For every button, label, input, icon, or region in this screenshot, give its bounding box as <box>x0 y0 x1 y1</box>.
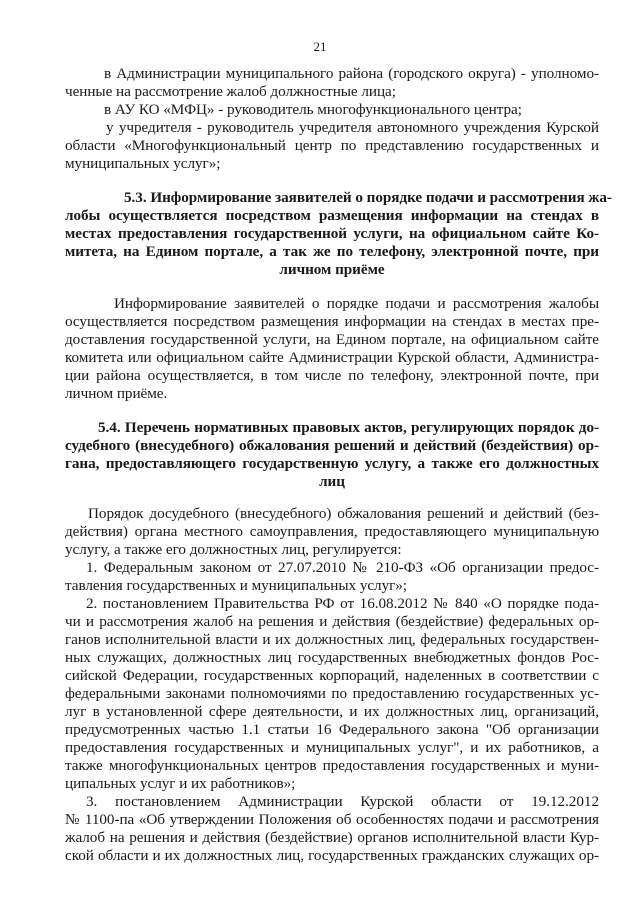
list-item-line: также многофункциональных центров предоставления государственных и муни- <box>65 757 599 774</box>
list-item-line: чи и рассмотрения жалоб на решения и действия (бездействие) федеральных ор- <box>65 613 599 630</box>
list-item-line: тавления государственных и муниципальных услуг»; <box>65 577 408 594</box>
text-line: муниципальных услуг»; <box>65 155 221 172</box>
text-line: услугу, а также его должностных лиц, регулируется: <box>65 541 402 558</box>
list-item-line: 1. Федеральным законом от 27.07.2010 № 210-ФЗ «Об организации предос- <box>86 559 599 576</box>
text-line: у учредителя - руководитель учредителя автономного учреждения Курской <box>106 119 599 136</box>
list-item-line: ципальных услуг и их работников»; <box>65 775 296 792</box>
section-heading-line: местах предоставления государственной услуги, на официальном сайте Ко- <box>65 225 599 242</box>
list-item-line: ных служащих, должностных лиц государственных внебюджетных фондов Рос- <box>65 649 599 666</box>
list-item-line: 3. постановлением Администрации Курской области от 19.12.2012 <box>86 793 599 810</box>
list-item-line: 2. постановлением Правительства РФ от 16.08.2012 № 840 «О порядке пода- <box>86 595 599 612</box>
text-line: комитета или официальном сайте Администрации Курской области, Администра- <box>65 349 599 366</box>
section-heading-line: личном приёме <box>279 261 385 278</box>
text-line: ченные на рассмотрение жалоб должностные лица; <box>65 83 396 100</box>
list-item-line: ганов исполнительной власти и их должностных лиц, федеральных государствен- <box>65 631 599 648</box>
text-line: личном приёме. <box>65 385 168 402</box>
list-item-line: луг в установленной сфере деятельности, и их должностных лиц, организаций, <box>65 703 599 720</box>
text-line: в Администрации муниципального района (городского округа) - уполномо- <box>104 65 599 82</box>
text-line: действия) органа местного самоуправления, предоставляющего муниципальную <box>65 523 599 540</box>
section-heading-line: 5.4. Перечень нормативных правовых актов, регулирующих порядок до- <box>98 419 599 436</box>
section-heading-line: лиц <box>319 473 345 490</box>
section-heading-line: 5.3. Информирование заявителей о порядке подачи и рассмотрения жа- <box>124 189 612 206</box>
list-item-line: жалоб на решения и действия (бездействие) органов исполнительной власти Кур- <box>65 829 599 846</box>
text-line: ции района осуществляется, в том числе по телефону, электронной почте, при <box>65 367 599 384</box>
text-line: доставления государственной услуги, на Едином портале, на официальном сайте <box>65 331 599 348</box>
text-line: области «Многофункциональный центр по представлению государственных и <box>65 137 599 154</box>
page-number: 21 <box>313 39 327 54</box>
list-item-line: предоставления государственных и муниципальных услуг", и их работников, а <box>65 739 599 756</box>
section-heading-line: гана, предоставляющего государственную услугу, а также его должностных <box>65 455 599 472</box>
text-line: в АУ КО «МФЦ» - руководитель многофункционального центра; <box>104 101 522 118</box>
section-heading-line: судебного (внесудебного) обжалования решений и действий (бездействия) ор- <box>65 437 599 454</box>
text-line: Порядок досудебного (внесудебного) обжалования решений и действий (без- <box>88 505 599 522</box>
section-heading-line: лобы осуществляется посредством размещения информации на стендах в <box>65 207 599 224</box>
list-item-line: федеральными законами полномочиями по предоставлению государственных ус- <box>65 685 599 702</box>
list-item-line: ской области и их должностных лиц, государственных гражданских служащих ор- <box>65 847 599 864</box>
text-line: Информирование заявителей о порядке подачи и рассмотрения жалобы <box>114 295 599 312</box>
list-item-line: сийской Федерации, государственных корпораций, наделенных в соответствии с <box>65 667 599 684</box>
list-item-line: № 1100-па «Об утверждении Положения об особенностях подачи и рассмотрения <box>65 811 599 828</box>
list-item-line: предусмотренных частью 1.1 статьи 16 Федерального закона "Об организации <box>65 721 599 738</box>
section-heading-line: митета, на Едином портале, а так же по телефону, электронной почте, при <box>65 243 599 260</box>
text-line: осуществляется посредством размещения информации на стендах в местах пре- <box>65 313 599 330</box>
